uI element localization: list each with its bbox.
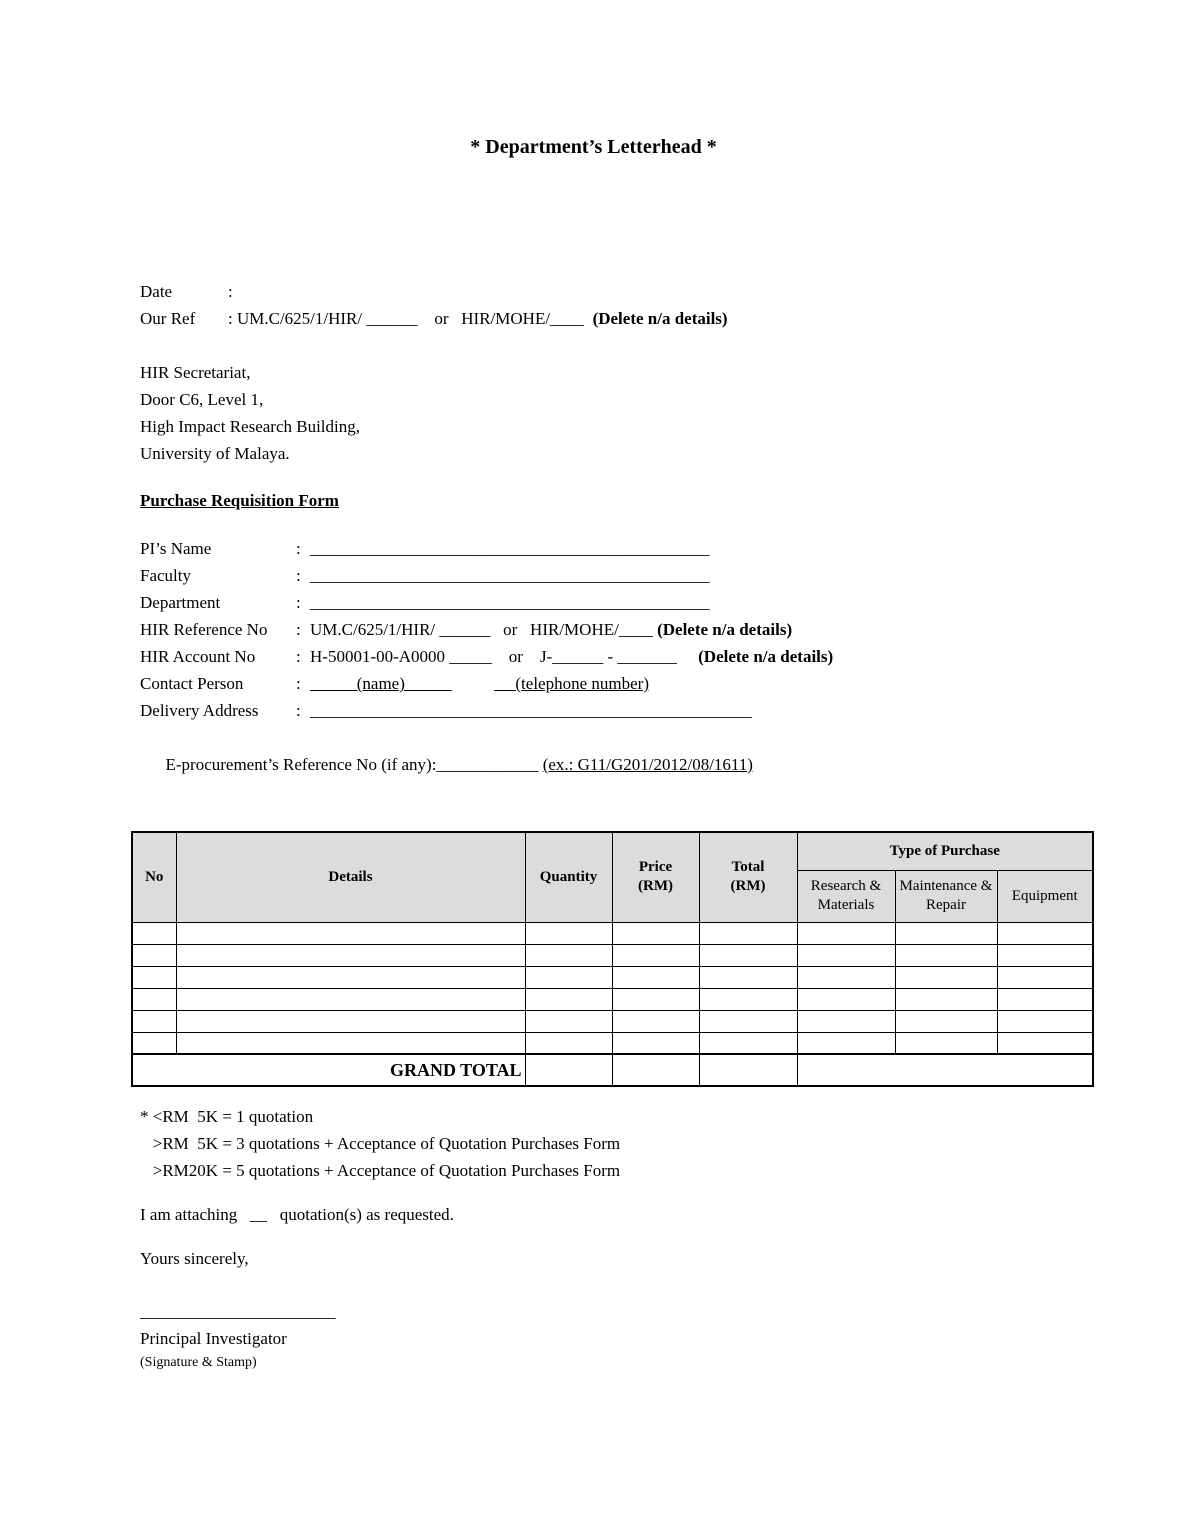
table-cell-empty <box>132 1032 176 1054</box>
table-cell-empty <box>132 944 176 966</box>
table-cell-empty <box>997 922 1093 944</box>
table-row <box>132 944 1093 966</box>
table-cell-empty <box>525 944 612 966</box>
quotation-notes <box>140 1103 1092 1184</box>
table-cell-empty <box>895 1010 997 1032</box>
table-cell-empty <box>699 1010 797 1032</box>
hir-reference-value <box>310 616 1092 643</box>
table-cell-empty <box>612 988 699 1010</box>
table-cell-empty <box>176 1032 525 1054</box>
table-cell-empty <box>132 1010 176 1032</box>
table-cell-empty <box>895 1032 997 1054</box>
table-row <box>132 988 1093 1010</box>
table-cell-empty <box>525 1032 612 1054</box>
form-row-hir-account <box>140 643 1092 670</box>
form-row-contact-person <box>140 670 1092 697</box>
table-cell-empty <box>997 944 1093 966</box>
table-cell-empty <box>699 988 797 1010</box>
table-row <box>132 922 1093 944</box>
table-cell-empty <box>997 1010 1093 1032</box>
our-ref-label: Our Ref <box>140 309 196 328</box>
contact-name-blank: (name) <box>310 674 452 693</box>
table-cell-empty <box>132 966 176 988</box>
table-row <box>132 1010 1093 1032</box>
table-cell-empty <box>132 922 176 944</box>
table-cell-empty <box>797 988 895 1010</box>
form-row-department <box>140 589 1092 616</box>
faculty-label: Faculty <box>140 566 191 585</box>
contact-gap <box>452 674 495 693</box>
table-cell-empty <box>176 966 525 988</box>
colon: : <box>296 701 301 720</box>
table-header-no: No <box>132 832 176 922</box>
table-cell-empty <box>797 1010 895 1032</box>
signature-blank-line: _______________________ <box>140 1302 336 1321</box>
table-row <box>132 1032 1093 1054</box>
table-cell-empty <box>176 1010 525 1032</box>
reference-block <box>140 278 1092 332</box>
colon: : <box>296 620 301 639</box>
address-line: High Impact Research Building, <box>140 417 361 436</box>
attaching-line: I am attaching __ quotation(s) as requested. <box>140 1205 454 1224</box>
pi-name-label: PI’s Name <box>140 539 212 558</box>
table-cell-empty <box>997 988 1093 1010</box>
table-cell-empty <box>612 1032 699 1054</box>
grand-total-total-cell <box>699 1054 797 1086</box>
note-line: >RM20K = 5 quotations + Acceptance of Quotation Purchases Form <box>140 1161 621 1180</box>
hir-account-text: H-50001-00-A0000 _____ or J-______ - _______ <box>310 647 699 666</box>
form-row-faculty <box>140 562 1092 589</box>
our-ref-line <box>140 305 1092 332</box>
table-cell-empty <box>997 1032 1093 1054</box>
table-cell-empty <box>895 922 997 944</box>
table-cell-empty <box>699 966 797 988</box>
document-title: * Department’s Letterhead * <box>470 136 717 158</box>
table-header-research-materials: Research & Materials <box>797 870 895 922</box>
signatory-note: (Signature & Stamp) <box>140 1355 257 1370</box>
colon: : <box>296 566 301 585</box>
table-cell-empty <box>797 966 895 988</box>
table-cell-empty <box>895 944 997 966</box>
closing-line: Yours sincerely, <box>140 1249 249 1268</box>
table-cell-empty <box>612 966 699 988</box>
table-cell-empty <box>525 922 612 944</box>
form-row-delivery-address <box>140 697 1092 724</box>
note-line: * <RM 5K = 1 quotation <box>140 1107 314 1126</box>
our-ref-delete-note: (Delete n/a details) <box>592 309 728 328</box>
table-cell-empty <box>699 1032 797 1054</box>
table-cell-empty <box>525 1010 612 1032</box>
address-line: University of Malaya. <box>140 444 290 463</box>
eprocurement-label: E-procurement’s Reference No (if any): <box>165 755 437 774</box>
table-cell-empty <box>176 922 525 944</box>
grand-total-type-cell <box>797 1054 1093 1086</box>
table-cell-empty <box>895 966 997 988</box>
delivery-address-label: Delivery Address <box>140 701 259 720</box>
table-cell-empty <box>699 944 797 966</box>
total-line2: (RM) <box>730 878 766 895</box>
total-line1: Total <box>731 859 765 876</box>
table-cell-empty <box>612 922 699 944</box>
contact-person-label: Contact Person <box>140 674 244 693</box>
contact-person-value <box>310 670 1092 697</box>
delivery-address-blank: ____________________________________________________ <box>310 701 752 720</box>
table-cell-empty <box>525 966 612 988</box>
address-block <box>140 359 1092 467</box>
grand-total-row <box>132 1054 1093 1086</box>
table-cell-empty <box>176 944 525 966</box>
form-fields-block <box>140 535 1092 805</box>
colon: : <box>296 593 301 612</box>
table-header-type-of-purchase: Type of Purchase <box>797 832 1093 870</box>
department-blank: _______________________________________________ <box>310 593 710 612</box>
form-row-pi-name <box>140 535 1092 562</box>
colon: : <box>296 647 301 666</box>
table-header-equipment: Equipment <box>997 870 1093 922</box>
table-header-details: Details <box>176 832 525 922</box>
table-cell-empty <box>797 1032 895 1054</box>
table-cell-empty <box>176 988 525 1010</box>
form-row-hir-reference <box>140 616 1092 643</box>
table-cell-empty <box>997 966 1093 988</box>
table-cell-empty <box>525 988 612 1010</box>
table-cell-empty <box>895 988 997 1010</box>
grand-total-label: GRAND TOTAL <box>132 1054 525 1086</box>
address-line: HIR Secretariat, <box>140 363 251 382</box>
table-header-total <box>699 832 797 922</box>
signature-block <box>140 1298 1092 1374</box>
table-cell-empty <box>132 988 176 1010</box>
hir-account-delete-note: (Delete n/a details) <box>698 647 834 666</box>
table-row <box>132 966 1093 988</box>
grand-total-quantity-cell <box>525 1054 612 1086</box>
date-label: Date <box>140 282 173 301</box>
colon: : <box>296 674 301 693</box>
table-cell-empty <box>699 922 797 944</box>
table-cell-empty <box>612 944 699 966</box>
eprocurement-example: (ex.: G11/G201/2012/08/1611) <box>542 755 753 774</box>
our-ref-value: : UM.C/625/1/HIR/ ______ or HIR/MOHE/____ <box>228 309 593 328</box>
date-colon: : <box>228 282 233 301</box>
table-cell-empty <box>797 944 895 966</box>
pi-name-blank: _______________________________________________ <box>310 539 710 558</box>
hir-account-label: HIR Account No <box>140 647 256 666</box>
table-header-maintenance-repair: Maintenance & Repair <box>895 870 997 922</box>
table-header-quantity: Quantity <box>525 832 612 922</box>
price-line2: (RM) <box>638 878 673 895</box>
hir-reference-delete-note: (Delete n/a details) <box>657 620 793 639</box>
colon: : <box>296 539 301 558</box>
department-label: Department <box>140 593 221 612</box>
hir-reference-text: UM.C/625/1/HIR/ ______ or HIR/MOHE/____ <box>310 620 658 639</box>
contact-telephone-blank: (telephone number) <box>494 674 649 693</box>
grand-total-price-cell <box>612 1054 699 1086</box>
table-cell-empty <box>797 922 895 944</box>
table-header-price <box>612 832 699 922</box>
requisition-table <box>131 831 1094 1087</box>
note-line: >RM 5K = 3 quotations + Acceptance of Quotation Purchases Form <box>140 1134 621 1153</box>
faculty-blank: _______________________________________________ <box>310 566 710 585</box>
form-row-eprocurement <box>140 724 1092 805</box>
price-line1: Price <box>638 859 673 876</box>
hir-reference-label: HIR Reference No <box>140 620 268 639</box>
eprocurement-blank: ____________ <box>436 755 539 774</box>
section-heading: Purchase Requisition Form <box>140 491 339 510</box>
signatory-title: Principal Investigator <box>140 1329 287 1348</box>
hir-account-value <box>310 643 1092 670</box>
date-line <box>140 278 1092 305</box>
table-cell-empty <box>612 1010 699 1032</box>
address-line: Door C6, Level 1, <box>140 390 264 409</box>
